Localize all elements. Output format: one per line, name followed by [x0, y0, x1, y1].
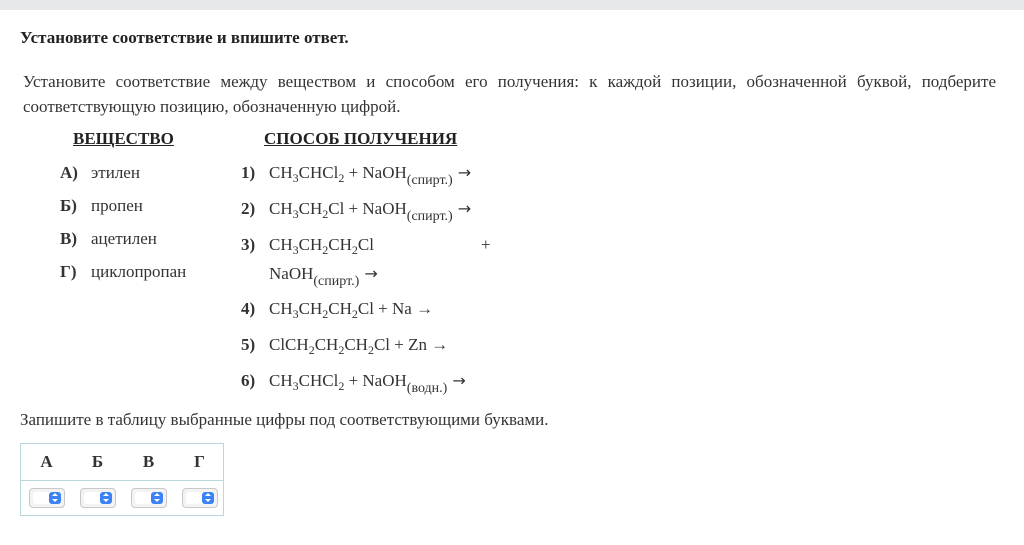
- formula-part: CH: [269, 199, 293, 218]
- method-6: [241, 371, 466, 396]
- substance-letter: Г): [60, 262, 77, 281]
- column-header-b: Б: [91, 452, 104, 471]
- method-5: [241, 335, 448, 355]
- formula-part: + NaOH: [344, 371, 407, 390]
- select-chevron-icon: [151, 492, 163, 504]
- formula-subscript: 2: [308, 343, 315, 357]
- substance-name: циклопропан: [91, 262, 187, 281]
- formula-part: CH: [328, 235, 352, 254]
- formula-subscript: 2: [367, 343, 374, 357]
- answer-select-v[interactable]: [131, 488, 167, 508]
- formula-part: Cl + Na →: [357, 299, 434, 318]
- substance-b: [60, 196, 143, 216]
- formula-subscript: 3: [292, 171, 299, 185]
- formula-subscript: 2: [322, 243, 329, 257]
- reaction-arrow: →: [359, 264, 378, 283]
- method-3-plus: +: [481, 235, 491, 254]
- method-number: 4): [241, 299, 256, 318]
- substance-v: [60, 229, 157, 249]
- substance-name: этилен: [91, 163, 140, 182]
- formula-subscript: 2: [351, 243, 358, 257]
- formula-subscript: 3: [292, 207, 299, 221]
- method-4: [241, 299, 433, 319]
- formula-part: Cl + Zn →: [373, 335, 449, 354]
- column-header-a: А: [40, 452, 53, 471]
- right-column-header: СПОСОБ ПОЛУЧЕНИЯ: [264, 129, 458, 148]
- substance-g: [60, 262, 186, 282]
- formula-part: CH: [269, 163, 293, 182]
- method-3: [241, 235, 374, 255]
- formula-subscript: 3: [292, 379, 299, 393]
- formula-subscript: 3: [292, 307, 299, 321]
- answer-select-b[interactable]: [80, 488, 116, 508]
- substance-name: ацетилен: [91, 229, 157, 248]
- condition-subscript: (водн.): [406, 381, 448, 396]
- formula-part: CH: [269, 371, 293, 390]
- condition-subscript: (спирт.): [313, 274, 360, 289]
- method-number: 6): [241, 371, 256, 390]
- formula-part: + NaOH: [344, 163, 407, 182]
- answer-select-g[interactable]: [182, 488, 218, 508]
- substance-letter: В): [60, 229, 77, 248]
- formula-part: CH: [328, 299, 352, 318]
- method-number: 1): [241, 163, 256, 182]
- task-heading: Установите соответствие и впишите ответ.: [20, 28, 349, 47]
- method-2: [241, 199, 472, 224]
- method-number: 3): [241, 235, 256, 254]
- select-chevron-icon: [49, 492, 61, 504]
- formula-part: ClCH: [269, 335, 309, 354]
- formula-part: CHCl: [298, 163, 339, 182]
- formula-part: CH: [314, 335, 339, 354]
- column-header-g: Г: [194, 452, 205, 471]
- answer-table-header: [21, 444, 223, 481]
- formula-part: CH: [344, 335, 368, 354]
- select-chevron-icon: [202, 492, 214, 504]
- formula-subscript: 2: [351, 307, 358, 321]
- left-column-header: ВЕЩЕСТВО: [73, 129, 174, 148]
- formula-part: CH: [269, 235, 293, 254]
- condition-subscript: (спирт.): [406, 209, 453, 224]
- instruction-text: Запишите в таблицу выбранные цифры под соответствующими буквами.: [20, 410, 549, 429]
- method-number: 5): [241, 335, 256, 354]
- substance-letter: Б): [60, 196, 77, 215]
- reaction-arrow: →: [452, 163, 472, 182]
- answer-select-a[interactable]: [29, 488, 65, 508]
- formula-part: Cl + NaOH: [328, 199, 407, 218]
- top-bar: [0, 0, 1024, 10]
- formula-part: CH: [298, 199, 323, 218]
- formula-subscript: 2: [338, 379, 345, 393]
- formula-part: CHCl: [298, 371, 339, 390]
- formula-part: Cl: [357, 235, 374, 254]
- substance-a: [60, 163, 140, 183]
- method-number: 2): [241, 199, 256, 218]
- reaction-arrow: →: [447, 371, 466, 390]
- column-header-v: В: [142, 452, 155, 471]
- select-chevron-icon: [100, 492, 112, 504]
- method-3-continuation: [269, 264, 378, 289]
- formula-subscript: 3: [292, 243, 299, 257]
- formula-part: CH: [298, 299, 323, 318]
- formula-subscript: 2: [338, 343, 345, 357]
- condition-subscript: (спирт.): [406, 173, 453, 188]
- substance-name: пропен: [91, 196, 143, 215]
- formula-part: CH: [298, 235, 323, 254]
- substance-letter: А): [60, 163, 78, 182]
- formula-subscript: 2: [338, 171, 345, 185]
- method-1: [241, 163, 472, 188]
- reaction-arrow: →: [452, 199, 472, 218]
- formula-subscript: 2: [322, 207, 329, 221]
- formula-part: CH: [269, 299, 293, 318]
- answer-table: [20, 443, 224, 516]
- formula-subscript: 2: [322, 307, 329, 321]
- question-text: Установите соответствие между веществом и способом его получения: к каждой позиции, обозначенной буквой, подберите соответствующую позицию, обозначенную цифрой.: [23, 72, 996, 116]
- formula-part: NaOH: [269, 264, 314, 283]
